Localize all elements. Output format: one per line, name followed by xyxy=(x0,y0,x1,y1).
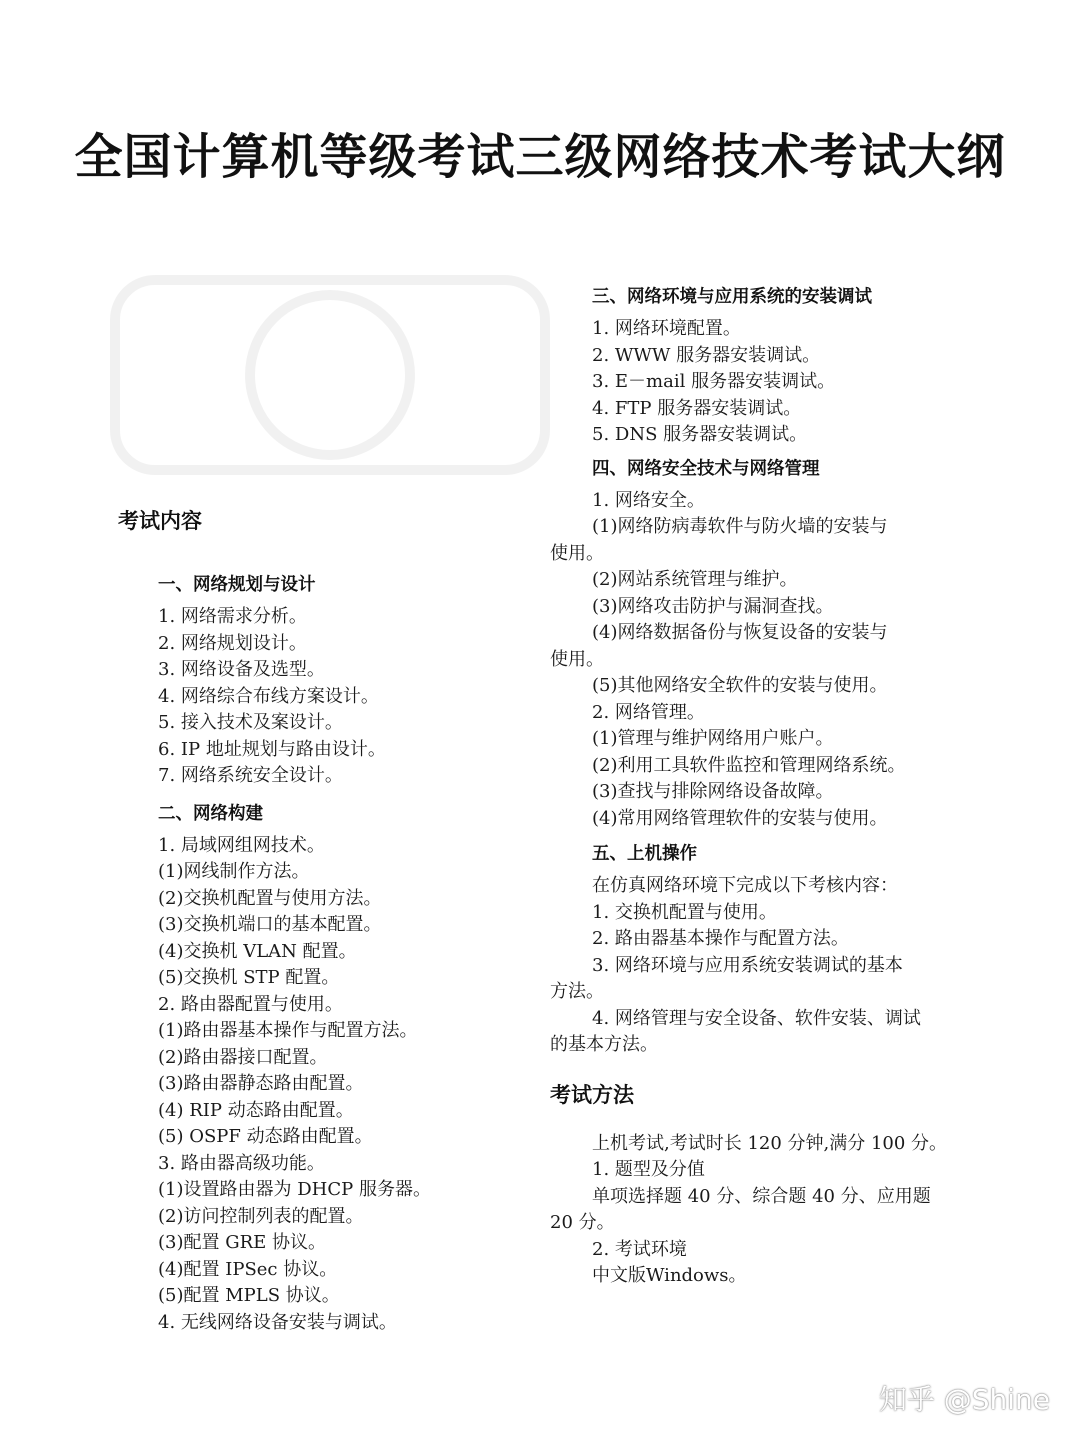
list-item: (5)其他网络安全软件的安装与使用。 xyxy=(592,675,888,696)
section-title-exam-method: 考试方法 xyxy=(550,1082,634,1107)
list-item: 2. 网络管理。 xyxy=(592,701,705,723)
part5-heading: 五、上机操作 xyxy=(592,844,697,864)
list-item: (1)网线制作方法。 xyxy=(158,861,310,882)
list-item-continuation: 的基本方法。 xyxy=(550,1034,658,1055)
list-item: (5)交换机 STP 配置。 xyxy=(158,967,340,988)
list-item: (3)网络攻击防护与漏洞查找。 xyxy=(592,595,834,617)
list-item: (5) OSPF 动态路由配置。 xyxy=(158,1126,373,1147)
list-item: 2. 路由器基本操作与配置方法。 xyxy=(592,928,849,949)
part3-heading: 三、网络环境与应用系统的安装调试 xyxy=(592,287,872,307)
method-line: 2. 考试环境 xyxy=(592,1238,687,1260)
list-item: (1)路由器基本操作与配置方法。 xyxy=(158,1020,418,1041)
list-item: 2. 路由器配置与使用。 xyxy=(158,993,343,1015)
list-item: (3)查找与排除网络设备故障。 xyxy=(592,781,834,802)
list-item: (2)交换机配置与使用方法。 xyxy=(158,887,382,909)
list-item: (5)配置 MPLS 协议。 xyxy=(158,1285,340,1306)
list-item: (2)访问控制列表的配置。 xyxy=(158,1205,364,1227)
part1-heading: 一、网络规划与设计 xyxy=(158,575,316,595)
list-item-continuation: 使用。 xyxy=(550,542,604,564)
method-line: 中文版Windows。 xyxy=(592,1265,747,1286)
list-item: 1. 交换机配置与使用。 xyxy=(592,901,777,923)
list-item: (2)利用工具软件监控和管理网络系统。 xyxy=(592,754,906,776)
list-item: (2)网站系统管理与维护。 xyxy=(592,569,798,590)
method-line: 上机考试,考试时长 120 分钟,满分 100 分。 xyxy=(592,1132,948,1154)
list-item: 7. 网络系统安全设计。 xyxy=(158,765,343,786)
part4-heading: 四、网络安全技术与网络管理 xyxy=(592,458,820,479)
list-item: (3)交换机端口的基本配置。 xyxy=(158,914,382,935)
list-item: (1)管理与维护网络用户账户。 xyxy=(592,728,834,749)
method-line: 单项选择题 40 分、综合题 40 分、应用题 xyxy=(592,1185,931,1207)
list-item: 4. 无线网络设备安装与调试。 xyxy=(158,1311,397,1333)
list-item: 3. E－mail 服务器安装调试。 xyxy=(592,371,836,392)
list-item: (4) RIP 动态路由配置。 xyxy=(158,1099,354,1121)
list-item: 1. 网络环境配置。 xyxy=(592,318,741,339)
method-line: 1. 题型及分值 xyxy=(592,1159,705,1180)
list-item: 1. 网络需求分析。 xyxy=(158,606,307,627)
list-item: 4. 网络管理与安全设备、软件安装、调试 xyxy=(592,1007,921,1029)
list-item: 在仿真网络环境下完成以下考核内容： xyxy=(592,875,898,896)
list-item-continuation: 方法。 xyxy=(550,981,604,1002)
method-block xyxy=(550,1131,970,1290)
list-item: 4. 网络综合布线方案设计。 xyxy=(158,685,379,707)
list-item: 1. 网络安全。 xyxy=(592,489,705,511)
list-item: (4)交换机 VLAN 配置。 xyxy=(158,940,357,962)
part5-block xyxy=(550,873,970,1059)
part2-heading: 二、网络构建 xyxy=(158,803,263,824)
part1-block xyxy=(118,571,518,1336)
list-item: (1)设置路由器为 DHCP 服务器。 xyxy=(158,1179,431,1200)
list-item: 4. FTP 服务器安装调试。 xyxy=(592,397,802,419)
list-item: 5. DNS 服务器安装调试。 xyxy=(592,424,808,445)
list-item: 2. 网络规划设计。 xyxy=(158,632,307,654)
faint-background-emblem xyxy=(95,250,565,500)
list-item: (3)路由器静态路由配置。 xyxy=(158,1073,364,1094)
method-line-continuation: 20 分。 xyxy=(550,1212,615,1233)
list-item: (4)网络数据备份与恢复设备的安装与 xyxy=(592,622,888,643)
part3-block xyxy=(550,316,970,449)
zhihu-watermark: 知乎 @Shine xyxy=(878,1383,1050,1416)
right-column xyxy=(550,283,970,1290)
page-title: 全国计算机等级考试三级网络技术考试大纲 xyxy=(74,129,1006,185)
left-column xyxy=(118,505,518,1336)
list-item: (4)配置 IPSec 协议。 xyxy=(158,1258,338,1280)
list-item: 2. WWW 服务器安装调试。 xyxy=(592,344,821,366)
list-item: (4)常用网络管理软件的安装与使用。 xyxy=(592,807,888,829)
list-item: (2)路由器接口配置。 xyxy=(158,1046,328,1068)
list-item: 6. IP 地址规划与路由设计。 xyxy=(158,738,386,760)
part4-block xyxy=(550,488,970,833)
list-item-continuation: 使用。 xyxy=(550,648,604,670)
section-title-exam-content: 考试内容 xyxy=(118,509,202,533)
list-item: 3. 网络设备及选型。 xyxy=(158,659,325,680)
list-item: (1)网络防病毒软件与防火墙的安装与 xyxy=(592,516,888,537)
list-item: 3. 网络环境与应用系统安装调试的基本 xyxy=(592,954,903,976)
list-item: 5. 接入技术及案设计。 xyxy=(158,712,343,733)
list-item: 3. 路由器高级功能。 xyxy=(158,1152,325,1174)
list-item: 1. 局域网组网技术。 xyxy=(158,834,325,856)
list-item: (3)配置 GRE 协议。 xyxy=(158,1232,327,1253)
